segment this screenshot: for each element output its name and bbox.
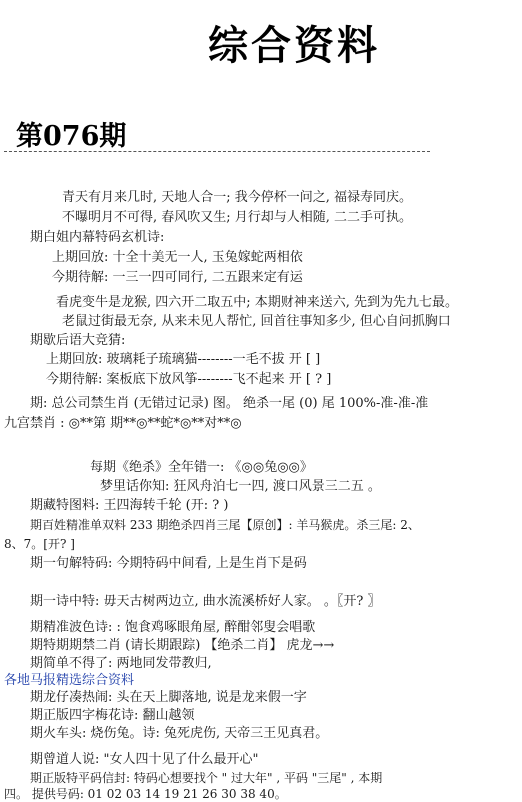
text-line: 期曾道人说: "女人四十见了什么最开心" (30, 752, 259, 767)
text-line: 期: 总公司禁生肖 (无错过记录) 图。 绝杀一尾 (0) 尾 100%-准-准-准 (30, 396, 429, 411)
text-line: 今期待解: 案板底下放风筝--------飞不起来 开 [ ? ] (46, 372, 332, 387)
section-heading: 期歇后语大竞猜: (30, 333, 126, 348)
poem-line: 看虎变牛是龙猴, 四六开二取五中; 本期财神来送六, 先到为先九七最。 (56, 295, 459, 310)
poem-line: 老鼠过街最无奈, 从来未见人帮忙, 回首往事知多少, 但心自问抓胸口 (62, 314, 451, 329)
text-line: 梦里话你知: 狂风舟泊七一四, 渡口风景三二五 。 (100, 479, 381, 494)
text-line: 期一诗中特: 毋天古树两边立, 曲水流溪桥好人家。 。〖开? 〗 (30, 594, 381, 609)
poem-line: 青天有月来几时, 天地人合一; 我今停杯一问之, 福禄寿同庆。 (62, 190, 413, 205)
text-line: 期精准波色诗: : 饱食鸡啄眼角屋, 醉酣邻叟会唱歌 (30, 620, 316, 635)
section-heading: 期白姐内幕特码玄机诗: (30, 230, 165, 245)
page-title: 综合资料 (208, 22, 380, 69)
text-line: 期正版特平码信封: 特码心想要找个 " 过大年" , 平码 "三尾" , 本期 (30, 771, 383, 785)
text-line: 九宫禁肖 : ◎**第 期**◎**蛇*◎**对**◎ (4, 416, 242, 431)
text-line: 今期待解: 一三一四可同行, 二五跟来定有运 (52, 270, 303, 285)
section-heading: 各地马报精选综合资料 (4, 673, 135, 688)
text-line: 期火车头: 烧伤兔。诗: 兔死虎伤, 天帝三王见真君。 (30, 726, 329, 741)
dashed-divider (4, 151, 430, 152)
text-line: 期一句解特码: 今期特码中间看, 上是生肖下是码 (30, 556, 307, 571)
text-line: 期简单不得了: 两地同发带教归, (30, 656, 212, 671)
text-line: 期百姓精准单双料 233 期绝杀四肖三尾【原创】: 羊马猴虎。杀三尾: 2、 (30, 518, 420, 532)
text-line: 期特期期禁二肖 (请长期跟踪) 【绝杀二肖】 虎龙→→ (30, 638, 335, 653)
text-line: 上期回放: 十全十美无一人, 玉兔嫁蛇两相依 (52, 250, 303, 265)
text-line: 期龙仔凑热闹: 头在天上脚落地, 说是龙来假一字 (30, 690, 307, 705)
text-line: 期藏特图料: 王四海转千轮 (开: ? ) (30, 498, 229, 513)
text-line: 期正版四字梅花诗: 翻山越领 (30, 708, 195, 723)
text-line: 上期回放: 玻璃耗子琉璃猫--------一毛不拔 开 [ ] (46, 352, 321, 367)
text-line: 每期《绝杀》全年错一: 《◎◎兔◎◎》 (90, 460, 313, 475)
text-line: 四。 提供号码: 01 02 03 14 19 21 26 30 38 40。 (4, 787, 287, 801)
issue-number: 第076期 (16, 121, 127, 152)
poem-line: 不曝明月不可得, 春风吹又生; 月行却与人相随, 二二手可执。 (62, 210, 413, 225)
text-line: 8、7。[开? ] (4, 537, 75, 551)
